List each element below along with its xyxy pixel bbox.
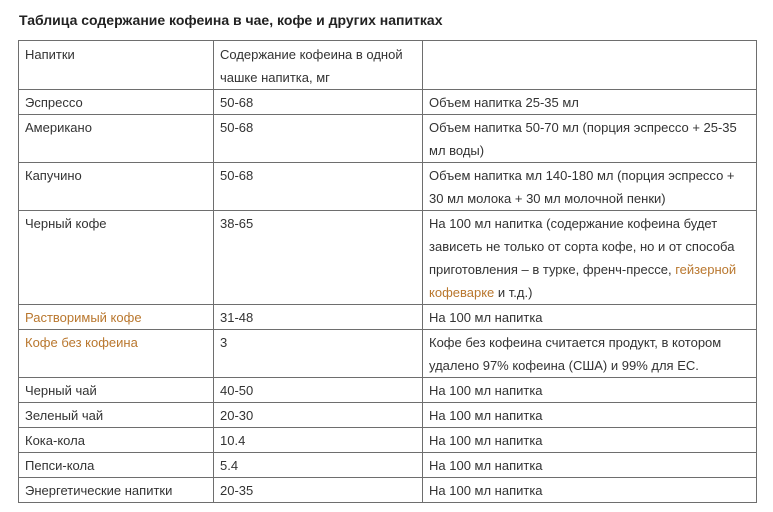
note-cell: На 100 мл напитка	[423, 305, 757, 330]
note-cell: На 100 мл напитка	[423, 478, 757, 503]
caffeine-cell: 20-30	[214, 403, 423, 428]
table-row	[19, 453, 757, 478]
note-cell: Кофе без кофеина считается продукт, в котором удалено 97% кофеина (США) и 99% для ЕС.	[423, 330, 757, 378]
drink-cell: Пепси-кола	[19, 453, 214, 478]
table-row	[19, 330, 757, 378]
table-header-row	[19, 41, 757, 90]
note-cell: На 100 мл напитка	[423, 428, 757, 453]
table-row	[19, 478, 757, 503]
caffeine-cell: 50-68	[214, 163, 423, 211]
table-row	[19, 115, 757, 163]
drink-cell: Кока-кола	[19, 428, 214, 453]
caffeine-cell: 5.4	[214, 453, 423, 478]
header-drinks: Напитки	[19, 41, 214, 90]
drink-cell: Зеленый чай	[19, 403, 214, 428]
caffeine-cell: 38-65	[214, 211, 423, 305]
header-caffeine: Содержание кофеина в одной чашке напитка, мг	[214, 41, 423, 90]
caffeine-table	[18, 40, 757, 503]
drink-cell: Эспрессо	[19, 90, 214, 115]
drink-cell: Черный чай	[19, 378, 214, 403]
note-text: и т.д.)	[494, 285, 533, 300]
header-note	[423, 41, 757, 90]
drink-cell	[19, 330, 214, 378]
drink-cell: Энергетические напитки	[19, 478, 214, 503]
page-title: Таблица содержание кофеина в чае, кофе и других напитках	[19, 12, 443, 28]
note-cell: На 100 мл напитка	[423, 378, 757, 403]
note-cell: На 100 мл напитка	[423, 453, 757, 478]
note-cell: На 100 мл напитка	[423, 403, 757, 428]
caffeine-cell: 20-35	[214, 478, 423, 503]
caffeine-cell: 10.4	[214, 428, 423, 453]
table-row	[19, 90, 757, 115]
instant-coffee-link[interactable]: Растворимый кофе	[25, 310, 142, 325]
caffeine-cell: 31-48	[214, 305, 423, 330]
note-text: На 100 мл напитка (содержание кофеина будет зависеть не только от сорта кофе, но и от способа приготовления – в турке, френч-прессе,	[429, 216, 735, 277]
caffeine-cell: 50-68	[214, 115, 423, 163]
table-row	[19, 378, 757, 403]
table-row	[19, 403, 757, 428]
caffeine-cell: 40-50	[214, 378, 423, 403]
note-cell: Объем напитка 50-70 мл (порция эспрессо + 25-35 мл воды)	[423, 115, 757, 163]
table-row	[19, 428, 757, 453]
drink-cell: Капучино	[19, 163, 214, 211]
caffeine-cell: 50-68	[214, 90, 423, 115]
note-cell: Объем напитка мл 140-180 мл (порция эспрессо + 30 мл молока + 30 мл молочной пенки)	[423, 163, 757, 211]
caffeine-cell: 3	[214, 330, 423, 378]
note-cell	[423, 211, 757, 305]
geyser-coffee-maker-link[interactable]: гейзерной кофеварке	[429, 262, 737, 300]
table-row	[19, 305, 757, 330]
drink-cell: Черный кофе	[19, 211, 214, 305]
drink-cell	[19, 305, 214, 330]
decaf-coffee-link[interactable]: Кофе без кофеина	[25, 335, 138, 350]
table-row	[19, 163, 757, 211]
note-cell: Объем напитка 25-35 мл	[423, 90, 757, 115]
table-row	[19, 211, 757, 305]
drink-cell: Американо	[19, 115, 214, 163]
